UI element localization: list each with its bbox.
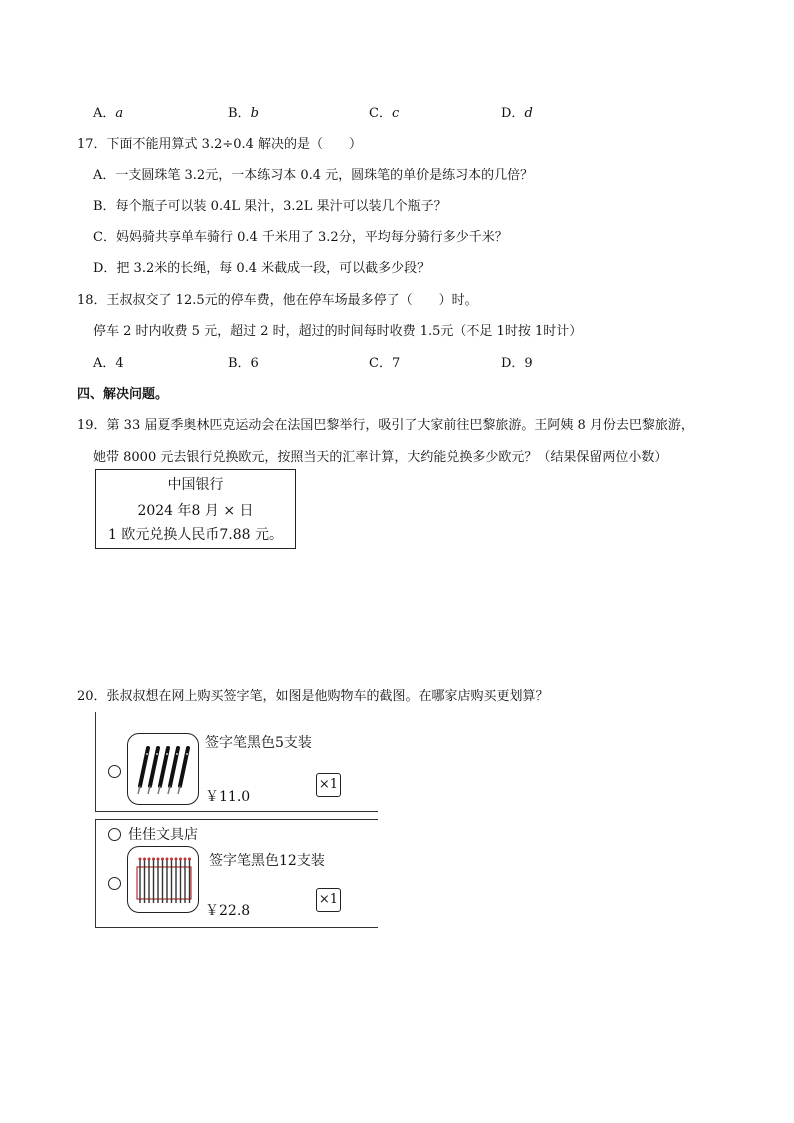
bank-notice bbox=[95, 469, 296, 549]
option-value: a bbox=[115, 106, 124, 121]
pen-pack-5-image bbox=[127, 733, 199, 805]
q18-rule: 停车 2 时内收费 5 元，超过 2 时，超过的时间每时收费 1.5元（不足 1时按 1时计） bbox=[93, 324, 583, 339]
q17-option-b: B．每个瓶子可以装 0.4L 果汁，3.2L 果汁可以装几个瓶子？ bbox=[93, 199, 447, 214]
q20-stem: 20．张叔叔想在网上购买签字笔，如图是他购物车的截图。在哪家店购买更划算？ bbox=[77, 689, 549, 704]
q17-stem: 17．下面不能用算式 3.2÷0.4 解决的是（ ） bbox=[77, 137, 363, 152]
product-price: ￥11.0 bbox=[205, 789, 251, 805]
q16-option-c bbox=[369, 102, 399, 121]
q18-option-d: D．9 bbox=[501, 356, 533, 371]
store-name: 佳佳文具店 bbox=[128, 827, 198, 843]
q16-option-d bbox=[501, 102, 533, 121]
product-price: ￥22.8 bbox=[205, 903, 251, 919]
divider bbox=[95, 819, 96, 928]
q18-option-c: C．7 bbox=[369, 356, 401, 371]
option-value: d bbox=[524, 106, 533, 121]
divider bbox=[95, 819, 378, 820]
divider bbox=[95, 811, 378, 812]
q17-option-a: A．一支圆珠笔 3.2元，一本练习本 0.4 元，圆珠笔的单价是练习本的几倍？ bbox=[93, 168, 534, 183]
option-letter: C． bbox=[369, 106, 392, 121]
pen-pack-12-image bbox=[127, 846, 199, 913]
select-item-radio[interactable] bbox=[108, 877, 121, 890]
section-heading: 四、解决问题。 bbox=[77, 387, 169, 402]
select-item-radio[interactable] bbox=[108, 765, 121, 778]
q19-stem-line1: 19．第 33 届夏季奥林匹克运动会在法国巴黎举行，吸引了大家前往巴黎旅游。王阿姨 8 月份去巴黎旅游， bbox=[77, 418, 694, 433]
product-title: 签字笔黑色12支装 bbox=[209, 853, 325, 869]
shopping-cart-screenshot bbox=[95, 712, 378, 928]
bank-name: 中国银行 bbox=[167, 477, 224, 493]
q17-option-c: C．妈妈骑共享单车骑行 0.4 千米用了 3.2分，平均每分骑行多少千米？ bbox=[93, 230, 508, 245]
pens-icon bbox=[128, 847, 199, 913]
option-value: b bbox=[250, 106, 259, 121]
q18-option-a: A．4 bbox=[93, 356, 124, 371]
bank-date: 2024 年8 月 × 日 bbox=[137, 503, 254, 519]
exchange-rate: 1 欧元兑换人民币7.88 元。 bbox=[108, 527, 283, 543]
option-value: c bbox=[391, 106, 400, 121]
q16-option-b bbox=[228, 102, 259, 121]
quantity-badge[interactable]: ×1 bbox=[316, 888, 341, 912]
select-store-radio[interactable] bbox=[108, 828, 121, 841]
q16-option-a bbox=[93, 102, 123, 121]
q18-stem: 18．王叔叔交了 12.5元的停车费，他在停车场最多停了（ ）时。 bbox=[77, 293, 478, 308]
product-title: 签字笔黑色5支装 bbox=[205, 735, 312, 751]
divider bbox=[95, 927, 378, 928]
divider bbox=[95, 712, 96, 812]
q19-stem-line2: 她带 8000 元去银行兑换欧元，按照当天的汇率计算，大约能兑换多少欧元？（结果保留两位小数） bbox=[93, 450, 668, 465]
pens-icon bbox=[128, 734, 199, 805]
option-letter: D． bbox=[501, 106, 525, 121]
q17-option-d: D．把 3.2米的长绳，每 0.4 米截成一段，可以截多少段？ bbox=[93, 261, 431, 276]
quantity-badge[interactable]: ×1 bbox=[316, 773, 341, 797]
option-letter: B． bbox=[228, 106, 251, 121]
q18-option-b: B．6 bbox=[228, 356, 259, 371]
option-letter: A． bbox=[93, 106, 116, 121]
